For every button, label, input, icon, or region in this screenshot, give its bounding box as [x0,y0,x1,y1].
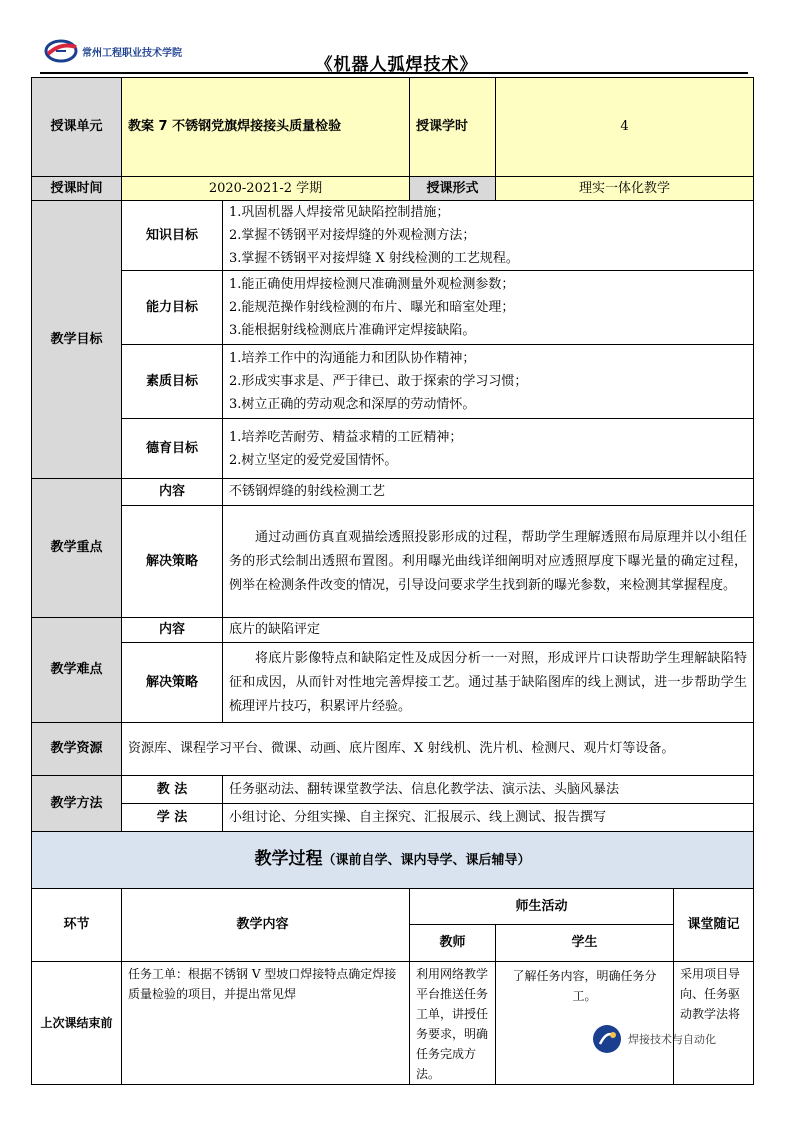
learn-method-label: 学 法 [122,804,223,832]
difficulties-label: 教学难点 [32,618,122,723]
process-row [32,962,754,1085]
difficulty-strategy-label: 解决策略 [122,643,223,723]
resources-row [32,723,754,776]
form-label: 授课形式 [410,177,496,201]
process-header [32,832,754,889]
learn-method-value: 小组讨论、分组实操、自主探究、汇报展示、线上测试、报告撰写 [223,804,754,832]
methods-learn-row [32,804,754,832]
stage-col-header: 环节 [32,889,122,962]
unit-row [32,78,754,177]
objective-row-quality [32,345,754,419]
lesson-plan-table [31,77,754,1085]
time-value: 2020-2021-2 学期 [122,177,410,201]
objective-lines [223,345,754,419]
difficulty-strategy-text: 将底片影像特点和缺陷定性及成因分析一一对照，形成评片口诀帮助学生理解缺陷特征和成因，从而针对性地完善焊接工艺。通过基于缺陷图库的线上测试，进一步帮助学生梳理评片技巧，积累评片经验。 [223,643,754,723]
objective-lines [223,419,754,479]
methods-teach-row [32,776,754,804]
objective-label: 能力目标 [122,271,223,345]
form-value: 理实一体化教学 [496,177,754,201]
time-label: 授课时间 [32,177,122,201]
student-col-header: 学生 [496,925,674,962]
key-strategy-row [32,506,754,618]
objective-line: 1.能正确使用焊接检测尺准确测量外观检测参数； [229,277,515,292]
objective-line: 1.培养吃苦耐劳、精益求精的工匠精神； [229,429,463,445]
objective-line: 3.掌握不锈钢平对接焊缝 X 射线检测的工艺规程。 [229,251,519,266]
objective-lines [223,271,754,345]
process-student: 了解任务内容，明确任务分工。 [496,962,674,1085]
objective-label: 德育目标 [122,419,223,479]
difficulty-content-label: 内容 [122,618,223,643]
key-content-value: 不锈钢焊缝的射线检测工艺 [223,479,754,506]
process-header-row [32,832,754,889]
footer-label: 焊接技术与自动化 [628,1033,716,1046]
objective-line: 3.树立正确的劳动观念和深厚的劳动情怀。 [229,397,476,412]
objective-line: 1.培养工作中的沟通能力和团队协作精神； [229,351,476,366]
objective-line: 2.树立坚定的爱党爱国情怀。 [229,452,398,468]
teach-method-value: 任务驱动法、翻转课堂教学法、信息化教学法、演示法、头脑风暴法 [223,776,754,804]
resources-label: 教学资源 [32,723,122,776]
school-name: 常州工程职业技术学院 [82,47,182,59]
objective-line: 2.能规范操作射线检测的布片、曝光和暗室处理； [229,300,515,315]
objective-lines [223,201,754,271]
key-content-label: 内容 [122,479,223,506]
activity-col-header: 师生活动 [410,889,674,925]
content-col-header: 教学内容 [122,889,410,962]
time-row [32,177,754,201]
process-teacher: 利用网络教学平台推送任务工单，讲授任务要求，明确任务完成方法。 [410,962,496,1085]
process-content: 任务工单：根据不锈钢 V 型坡口焊接特点确定焊接质量检验的项目，并提出常见焊 [122,962,410,1085]
process-notes: 采用项目导向、任务驱动教学法将 [674,962,754,1085]
footer-brand [592,1024,716,1054]
header-rule [40,72,748,74]
process-stage: 上次课结束前 [32,962,122,1085]
unit-label: 授课单元 [32,78,122,177]
welding-badge-icon [592,1024,622,1054]
teach-method-label: 教 法 [122,776,223,804]
difficulty-content-row [32,618,754,643]
key-strategy-label: 解决策略 [122,506,223,618]
process-subtitle: （课前自学、课内导学、课后辅导） [322,853,531,868]
objective-label: 知识目标 [122,201,223,271]
unit-value: 教案 7 不锈钢党旗焊接接头质量检验 [122,78,410,177]
objective-row-ability [32,271,754,345]
objective-label: 素质目标 [122,345,223,419]
hours-value: 4 [496,78,754,177]
key-strategy-text: 通过动画仿真直观描绘透照投影形成的过程，帮助学生理解透照布局原理并以小组任务的形式绘制出透照布置图。利用曝光曲线详细阐明对应透照厚度下曝光量的确定过程，例举在检测条件改变的情况，引导设问要求学生找到新的曝光参数，来检测其掌握程度。 [223,506,754,618]
objective-line: 2.形成实事求是、严于律已、敢于探索的学习习惯； [229,374,528,389]
objective-line: 3.能根据射线检测底片准确评定焊接缺陷。 [229,323,476,338]
process-title: 教学过程 [254,849,323,869]
objectives-label: 教学目标 [32,201,122,479]
objective-line: 2.掌握不锈钢平对接焊缝的外观检测方法； [229,228,476,243]
resources-value: 资源库、课程学习平台、微课、动画、底片图库、X 射线机、洗片机、检测尺、观片灯等设备。 [122,723,754,776]
key-content-row [32,479,754,506]
notes-col-header: 课堂随记 [674,889,754,962]
objective-line: 1.巩固机器人焊接常见缺陷控制措施； [229,205,450,220]
hours-label: 授课学时 [410,78,496,177]
objective-row-knowledge [32,201,754,271]
methods-label: 教学方法 [32,776,122,832]
teacher-col-header: 教师 [410,925,496,962]
key-points-label: 教学重点 [32,479,122,618]
document-title: 《机器人弧焊技术》 [315,55,478,75]
objective-row-moral [32,419,754,479]
difficulty-content-value: 底片的缺陷评定 [223,618,754,643]
process-col-head-row [32,889,754,925]
difficulty-strategy-row [32,643,754,723]
